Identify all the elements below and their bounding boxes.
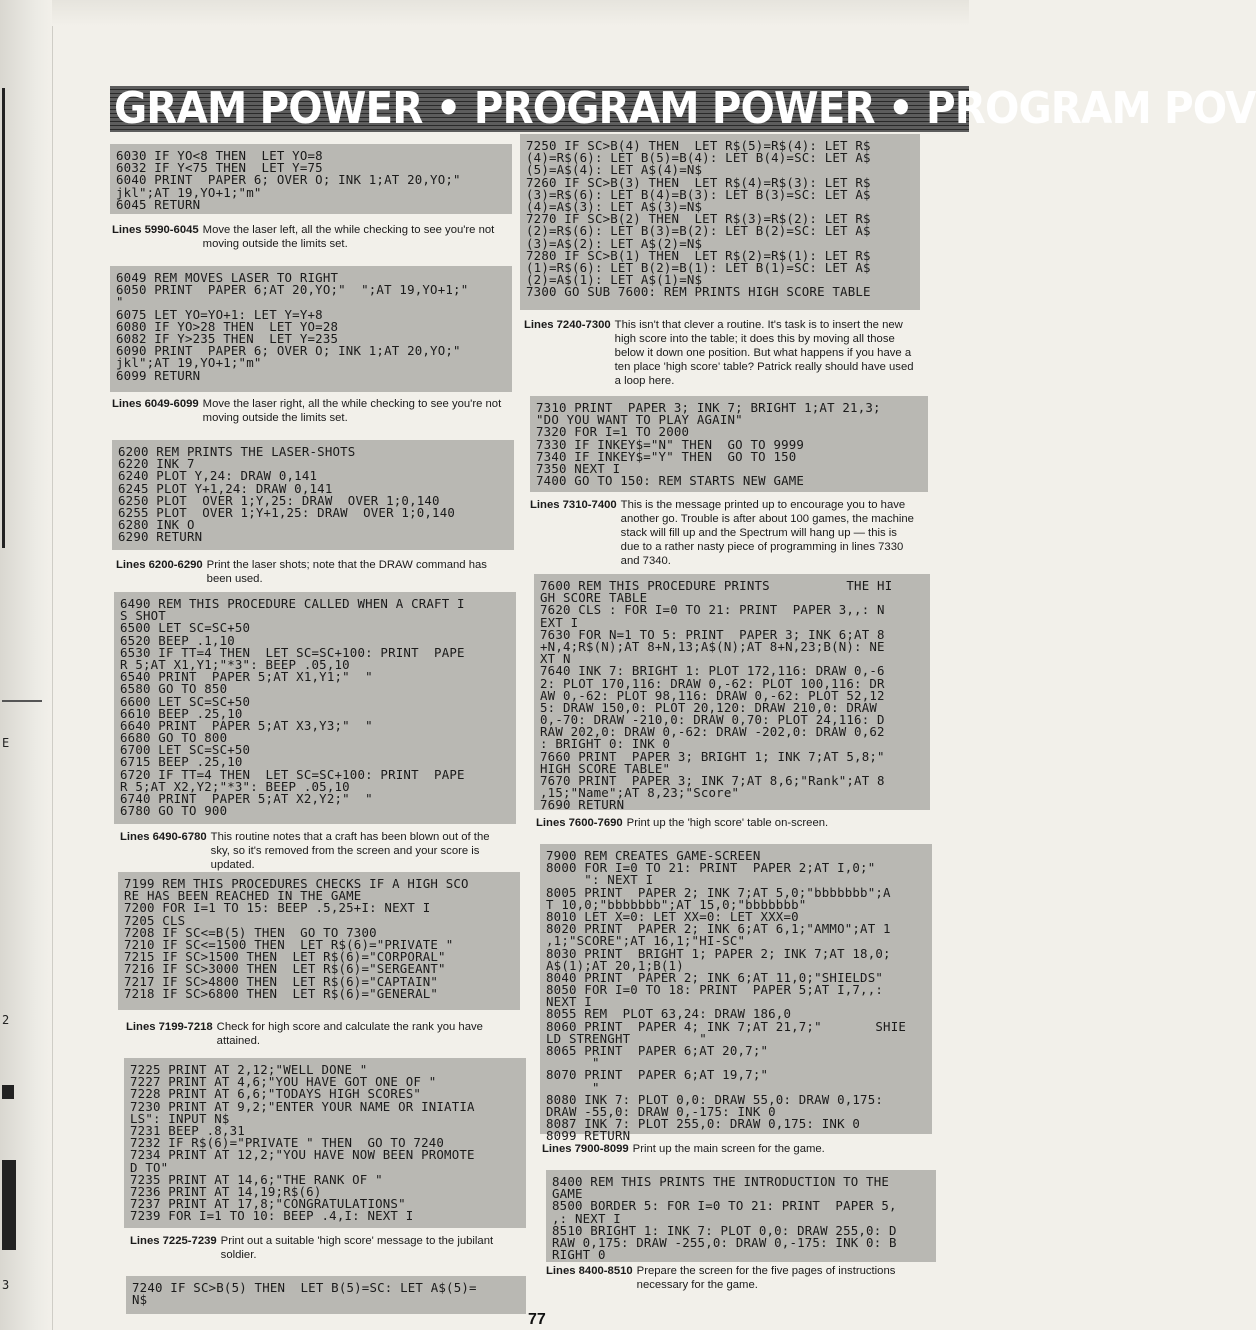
code-line: "DO YOU WANT TO PLAY AGAIN" bbox=[536, 412, 743, 428]
code-line: 8080 INK 7: PLOT 0,0: DRAW 55,0: DRAW 0,175: bbox=[546, 1091, 884, 1107]
code-line: 6640 PRINT PAPER 5;AT X3,Y3;" " bbox=[120, 717, 373, 733]
code-line: 6080 IF YO>28 THEN LET YO=28 bbox=[116, 318, 339, 334]
code-line: jkl";AT 19,YO+1;"m" bbox=[116, 184, 262, 200]
code-line: +N,4;R$(N);AT 8+N,13;A$(N);AT 8+N,23;B(N): NE bbox=[540, 638, 885, 654]
code-line: " bbox=[116, 294, 124, 310]
edge-mark bbox=[2, 700, 42, 702]
code-line: 7236 PRINT AT 14,19;R$(6) bbox=[130, 1183, 322, 1199]
code-line: 7660 PRINT PAPER 3; BRIGHT 1; INK 7;AT 5,8;" bbox=[540, 748, 885, 764]
code-line: 6600 LET SC=SC+50 bbox=[120, 693, 251, 709]
caption bbox=[530, 498, 930, 568]
edge-mark bbox=[2, 88, 5, 548]
code-line: 7227 PRINT AT 4,6;"YOU HAVE GOT ONE OF " bbox=[130, 1074, 437, 1090]
caption bbox=[542, 1142, 942, 1156]
page-top-shadow bbox=[52, 0, 969, 26]
code-line: 6090 PRINT PAPER 6; OVER O; INK 1;AT 20,YO;" bbox=[116, 343, 461, 359]
code-line: (5)=A$(4): LET A$(4)=N$ bbox=[526, 162, 703, 178]
code-line: 8040 PRINT PAPER 2; INK 6;AT 11,0;"SHIELDS" bbox=[546, 969, 884, 985]
code-line: RIGHT 0 bbox=[552, 1247, 606, 1263]
code-line: XT N bbox=[540, 651, 571, 667]
edge-letter: E bbox=[2, 736, 10, 750]
code-listing bbox=[540, 844, 932, 1144]
code-line: 6680 GO TO 800 bbox=[120, 730, 228, 746]
code-line: 7230 PRINT AT 9,2;"ENTER YOUR NAME OR INIATIA bbox=[130, 1098, 475, 1114]
code-line: HIGH SCORE TABLE" bbox=[540, 760, 671, 776]
code-line: 6715 BEEP .25,10 bbox=[120, 754, 243, 770]
code-line: 8030 PRINT BRIGHT 1; PAPER 2; INK 7;AT 18,0; bbox=[546, 945, 891, 961]
code-line: DRAW -55,0: DRAW 0,-175: INK 0 bbox=[546, 1103, 776, 1119]
code-line: 7690 RETURN bbox=[540, 797, 625, 813]
code-line: (1)=R$(6): LET B(2)=B(1): LET B(1)=SC: LET A$ bbox=[526, 259, 871, 275]
code-line: 6099 RETURN bbox=[116, 367, 201, 383]
code-line: EXT I bbox=[540, 614, 579, 630]
code-line: 6700 LET SC=SC+50 bbox=[120, 742, 251, 758]
code-line: 8000 FOR I=0 TO 21: PRINT PAPER 2;AT I,0;" bbox=[546, 860, 876, 876]
code-line: (4)=R$(6): LET B(5)=B(4): LET B(4)=SC: LET A$ bbox=[526, 150, 871, 166]
code-line: 6490 REM THIS PROCEDURE CALLED WHEN A CRAFT I bbox=[120, 596, 465, 611]
code-line: 7218 IF SC>6800 THEN LET R$(6)="GENERAL" bbox=[124, 985, 439, 1001]
code-line: 7232 IF R$(6)="PRIVATE " THEN GO TO 7240 bbox=[130, 1135, 445, 1151]
code-line: 6720 IF TT=4 THEN LET SC=SC+100: PRINT PAPE bbox=[120, 766, 465, 782]
caption bbox=[116, 558, 516, 586]
code-line: 8010 LET X=0: LET XX=0: LET XXX=0 bbox=[546, 908, 799, 924]
code-line: 7320 FOR I=1 TO 2000 bbox=[536, 424, 690, 440]
code-line: 6050 PRINT PAPER 6;AT 20,YO;" ";AT 19,YO+1;" bbox=[116, 282, 469, 298]
code-line: 7240 IF SC>B(5) THEN LET B(5)=SC: LET A$(5)= bbox=[132, 1280, 477, 1295]
caption-label: Lines 6049-6099 bbox=[112, 398, 199, 410]
code-line: 6030 IF YO<8 THEN LET YO=8 bbox=[116, 148, 323, 163]
code-line: 8020 PRINT PAPER 2; INK 6;AT 6,1;"AMMO";AT 1 bbox=[546, 921, 891, 937]
code-line: 7237 PRINT AT 17,8;"CONGRATULATIONS" bbox=[130, 1196, 406, 1212]
code-line: ,1;"SCORE";AT 16,1;"HI-SC" bbox=[546, 933, 746, 949]
caption-text: Prepare the screen for the five pages of instructions necessary for the game. bbox=[636, 1265, 896, 1291]
caption-text: This routine notes that a craft has been blown out of the sky, so it's removed from the screen and your score is updated. bbox=[210, 831, 490, 871]
code-line: 6290 RETURN bbox=[118, 529, 203, 545]
code-line: A$(1);AT 20,1;B(1) bbox=[546, 957, 684, 973]
code-line: 7228 PRINT AT 6,6;"TODAYS HIGH SCORES" bbox=[130, 1086, 422, 1102]
caption-label: Lines 7225-7239 bbox=[130, 1235, 217, 1247]
caption-label: Lines 7199-7218 bbox=[126, 1021, 213, 1033]
code-line: 7670 PRINT PAPER 3; INK 7;AT 8,6;"Rank";AT 8 bbox=[540, 773, 885, 788]
edge-digit: 2 bbox=[2, 1013, 10, 1027]
code-line: NEXT I bbox=[546, 994, 592, 1010]
edge-mark bbox=[2, 1160, 16, 1250]
code-line: 7900 REM CREATES GAME-SCREEN bbox=[546, 848, 761, 863]
code-listing bbox=[124, 1058, 526, 1228]
code-line: (3)=R$(6): LET B(4)=B(3): LET B(3)=SC: LET A$ bbox=[526, 186, 871, 202]
code-line: 7350 NEXT I bbox=[536, 460, 621, 476]
code-line: RE HAS BEEN REACHED IN THE GAME bbox=[124, 888, 362, 904]
code-line: " bbox=[546, 1079, 600, 1095]
code-line: (2)=R$(6): LET B(3)=B(2): LET B(2)=SC: LET A$ bbox=[526, 223, 871, 239]
code-listing bbox=[126, 1276, 526, 1314]
caption bbox=[524, 318, 924, 388]
code-line: 8005 PRINT PAPER 2; INK 7;AT 5,0;"bbbbbbb";A bbox=[546, 884, 891, 900]
caption-label: Lines 7240-7300 bbox=[524, 319, 611, 331]
code-line: 7270 IF SC>B(2) THEN LET R$(3)=R$(2): LET R$ bbox=[526, 211, 871, 227]
caption bbox=[120, 830, 520, 872]
code-line: 7340 IF INKEY$="Y" THEN GO TO 150 bbox=[536, 448, 797, 464]
code-line: 6250 PLOT OVER 1;Y,25: DRAW OVER 1;0,140 bbox=[118, 492, 440, 508]
code-line: ,: NEXT I bbox=[552, 1210, 621, 1226]
code-line: 8510 BRIGHT 1: INK 7: PLOT 0,0: DRAW 255,0: D bbox=[552, 1222, 897, 1238]
adjacent-page-edge bbox=[0, 0, 53, 1330]
caption-label: Lines 7310-7400 bbox=[530, 499, 617, 511]
code-line: S SHOT bbox=[120, 608, 166, 624]
code-line: 8087 INK 7: PLOT 255,0: DRAW 0,175: INK 0 bbox=[546, 1116, 861, 1132]
caption-label: Lines 8400-8510 bbox=[546, 1265, 633, 1277]
code-line: (4)=A$(3): LET A$(3)=N$ bbox=[526, 198, 703, 214]
code-line: jkl";AT 19,YO+1;"m" bbox=[116, 355, 262, 371]
caption-text: Print up the 'high score' table on-screen. bbox=[626, 817, 829, 829]
code-listing bbox=[546, 1170, 936, 1262]
caption-label: Lines 5990-6045 bbox=[112, 224, 199, 236]
code-line: ,15;"Name";AT 8,23;"Score" bbox=[540, 785, 740, 801]
caption bbox=[112, 223, 512, 251]
code-line: 6580 GO TO 850 bbox=[120, 681, 228, 697]
code-line: (3)=A$(2): LET A$(2)=N$ bbox=[526, 235, 703, 251]
caption-text: Move the laser left, all the while checking to see you're not moving outside the limits set. bbox=[202, 224, 495, 250]
code-line: 7200 FOR I=1 TO 15: BEEP .5,25+I: NEXT I bbox=[124, 900, 431, 916]
caption bbox=[126, 1020, 526, 1048]
code-listing bbox=[530, 396, 928, 492]
caption-label: Lines 6490-6780 bbox=[120, 831, 207, 843]
caption-text: Print up the main screen for the game. bbox=[632, 1143, 825, 1155]
code-line: RAW 202,0: DRAW 0,-62: DRAW -202,0: DRAW 0,62 bbox=[540, 724, 885, 740]
code-line: 8060 PRINT PAPER 4; INK 7;AT 21,7;" SHIE bbox=[546, 1018, 907, 1034]
code-line: R 5;AT X1,Y1;"*3": BEEP .05,10 bbox=[120, 656, 350, 672]
code-listing bbox=[118, 872, 520, 1010]
code-line: 8050 FOR I=0 TO 18: PRINT PAPER 5;AT I,7,,: bbox=[546, 982, 884, 998]
banner-title: GRAM POWER • PROGRAM POWER • PROGRAM POV bbox=[114, 83, 1256, 134]
code-line: 7216 IF SC>3000 THEN LET R$(6)="SERGEANT" bbox=[124, 961, 446, 977]
caption-text: This isn't that clever a routine. It's task is to insert the new high score into the table; it does this by moving all those below it down one position. But what happens if you have a ten place 'high score' table? Patrick really should have used a loop here. bbox=[614, 319, 914, 387]
code-line: 6280 INK O bbox=[118, 517, 195, 533]
caption-label: Lines 6200-6290 bbox=[116, 559, 203, 571]
code-line: LS": INPUT N$ bbox=[130, 1110, 230, 1126]
code-line: D TO" bbox=[130, 1159, 169, 1175]
code-line: GH SCORE TABLE bbox=[540, 590, 648, 606]
code-line: ": NEXT I bbox=[546, 872, 654, 888]
code-line: 7215 IF SC>1500 THEN LET R$(6)="CORPORAL" bbox=[124, 949, 446, 965]
code-listing bbox=[534, 574, 930, 813]
code-line: 7239 FOR I=1 TO 10: BEEP .4,I: NEXT I bbox=[130, 1208, 414, 1224]
code-listing bbox=[110, 144, 512, 214]
code-line: 7210 IF SC<=1500 THEN LET R$(6)="PRIVATE " bbox=[124, 936, 454, 952]
code-line: 7199 REM THIS PROCEDURES CHECKS IF A HIGH SCO bbox=[124, 876, 469, 891]
code-line: 7250 IF SC>B(4) THEN LET R$(5)=R$(4): LET R$ bbox=[526, 138, 871, 153]
caption bbox=[546, 1264, 946, 1292]
code-line: 6520 BEEP .1,10 bbox=[120, 632, 235, 648]
code-line: LD STRENGHT " bbox=[546, 1030, 707, 1046]
code-line: T 10,0;"bbbbbbb";AT 15,0;"bbbbbbb" bbox=[546, 896, 807, 912]
code-line: 7235 PRINT AT 14,6;"THE RANK OF " bbox=[130, 1171, 383, 1187]
code-line: 2: PLOT 170,116: DRAW 0,-62: PLOT 100,116: DR bbox=[540, 675, 885, 691]
code-line: 7400 GO TO 150: REM STARTS NEW GAME bbox=[536, 473, 805, 489]
code-line: 6610 BEEP .25,10 bbox=[120, 705, 243, 721]
caption-text: Print out a suitable 'high score' message to the jubilant soldier. bbox=[220, 1235, 494, 1261]
code-line: 6049 REM MOVES LASER TO RIGHT bbox=[116, 270, 339, 285]
page-number: 77 bbox=[528, 1311, 546, 1328]
code-line: AW 0,-62: PLOT 98,116: DRAW 0,-62: PLOT 52,12 bbox=[540, 687, 885, 703]
code-line: 7600 REM THIS PROCEDURE PRINTS THE HI bbox=[540, 578, 893, 593]
code-line: 6075 LET YO=YO+1: LET Y=Y+8 bbox=[116, 306, 323, 322]
code-line: 7234 PRINT AT 12,2;"YOU HAVE NOW BEEN PROMOTE bbox=[130, 1147, 475, 1163]
code-line: 7205 CLS bbox=[124, 912, 186, 928]
caption-label: Lines 7600-7690 bbox=[536, 817, 623, 829]
code-line: 6255 PLOT OVER 1;Y+1,25: DRAW OVER 1;0,140 bbox=[118, 504, 456, 520]
code-line: 6045 RETURN bbox=[116, 196, 201, 212]
caption-text: Print the laser shots; note that the DRAW command has been used. bbox=[206, 559, 487, 585]
code-line: R 5;AT X2,Y2;"*3": BEEP .05,10 bbox=[120, 778, 350, 794]
caption-label: Lines 7900-8099 bbox=[542, 1143, 629, 1155]
code-line: 7225 PRINT AT 2,12;"WELL DONE " bbox=[130, 1062, 368, 1077]
code-line: 6032 IF Y<75 THEN LET Y=75 bbox=[116, 160, 323, 176]
code-line: 7217 IF SC>4800 THEN LET R$(6)="CAPTAIN" bbox=[124, 973, 439, 989]
code-line: 6240 PLOT Y,24: DRAW 0,141 bbox=[118, 468, 318, 484]
caption bbox=[112, 397, 512, 425]
code-line: GAME bbox=[552, 1186, 583, 1202]
edge-mark bbox=[2, 1085, 14, 1099]
edge-digit: 3 bbox=[2, 1278, 10, 1292]
caption bbox=[130, 1234, 530, 1262]
code-line: (2)=A$(1): LET A$(1)=N$ bbox=[526, 272, 703, 288]
code-line: 6040 PRINT PAPER 6; OVER O; INK 1;AT 20,YO;" bbox=[116, 172, 461, 188]
code-line: 6780 GO TO 900 bbox=[120, 803, 228, 819]
code-line: N$ bbox=[132, 1292, 148, 1308]
section-banner bbox=[110, 83, 1256, 134]
caption-text: This is the message printed up to encourage you to have another go. Trouble is after about 100 games, the machine stack will fill up and the Spectrum will hang up — this is due to a rather nasty piece of programming in lines 7330 and 7340. bbox=[620, 499, 914, 567]
caption bbox=[536, 816, 936, 830]
code-line: 6220 INK 7 bbox=[118, 456, 195, 472]
code-listing bbox=[110, 266, 512, 392]
code-line: 7630 FOR N=1 TO 5: PRINT PAPER 3; INK 6;AT 8 bbox=[540, 626, 885, 642]
code-line: 7640 INK 7: BRIGHT 1: PLOT 172,116: DRAW 0,-6 bbox=[540, 663, 885, 679]
code-line: 6200 REM PRINTS THE LASER-SHOTS bbox=[118, 444, 356, 459]
code-listing bbox=[520, 134, 920, 310]
code-line: 7280 IF SC>B(1) THEN LET R$(2)=R$(1): LET R$ bbox=[526, 247, 871, 263]
code-line: 5: DRAW 150,0: PLOT 20,120: DRAW 210,0: DRAW bbox=[540, 699, 878, 715]
caption-text: Move the laser right, all the while checking to see you're not moving outside the limits set. bbox=[202, 398, 502, 424]
code-line: 7231 BEEP .8,31 bbox=[130, 1122, 245, 1138]
code-line: 8500 BORDER 5: FOR I=0 TO 21: PRINT PAPER 5, bbox=[552, 1198, 897, 1214]
code-line: 8400 REM THIS PRINTS THE INTRODUCTION TO THE bbox=[552, 1174, 890, 1189]
code-line: 6082 IF Y>235 THEN LET Y=235 bbox=[116, 330, 339, 346]
caption-text: Check for high score and calculate the rank you have attained. bbox=[216, 1021, 483, 1047]
code-line: : BRIGHT 0: INK 0 bbox=[540, 736, 671, 752]
code-line: 7260 IF SC>B(3) THEN LET R$(4)=R$(3): LET R$ bbox=[526, 174, 871, 190]
code-line: 8070 PRINT PAPER 6;AT 19,7;" bbox=[546, 1067, 769, 1083]
code-line: 0,-70: DRAW -210,0: DRAW 0,70: PLOT 24,116: D bbox=[540, 712, 885, 728]
code-line: 8055 REM PLOT 63,24: DRAW 186,0 bbox=[546, 1006, 792, 1022]
code-line: 6740 PRINT PAPER 5;AT X2,Y2;" " bbox=[120, 791, 373, 806]
code-line: 7310 PRINT PAPER 3; INK 7; BRIGHT 1;AT 21,3; bbox=[536, 400, 881, 415]
code-listing bbox=[112, 440, 514, 550]
code-line: 7330 IF INKEY$="N" THEN GO TO 9999 bbox=[536, 436, 805, 452]
code-line: 6530 IF TT=4 THEN LET SC=SC+100: PRINT PAPE bbox=[120, 644, 465, 660]
code-line: 7300 GO SUB 7600: REM PRINTS HIGH SCORE TABLE bbox=[526, 284, 871, 300]
code-listing bbox=[114, 592, 516, 824]
code-line: " bbox=[546, 1055, 600, 1071]
code-line: 8099 RETURN bbox=[546, 1128, 631, 1144]
code-line: 7208 IF SC<=B(5) THEN GO TO 7300 bbox=[124, 924, 377, 940]
code-line: RAW 0,175: DRAW -255,0: DRAW 0,-175: INK 0: B bbox=[552, 1234, 897, 1250]
code-line: 7620 CLS : FOR I=0 TO 21: PRINT PAPER 3,,: N bbox=[540, 602, 885, 618]
code-line: 6500 LET SC=SC+50 bbox=[120, 620, 251, 636]
code-line: 6540 PRINT PAPER 5;AT X1,Y1;" " bbox=[120, 669, 373, 685]
code-line: 8065 PRINT PAPER 6;AT 20,7;" bbox=[546, 1043, 769, 1058]
code-line: 6245 PLOT Y+1,24: DRAW 0,141 bbox=[118, 480, 333, 496]
